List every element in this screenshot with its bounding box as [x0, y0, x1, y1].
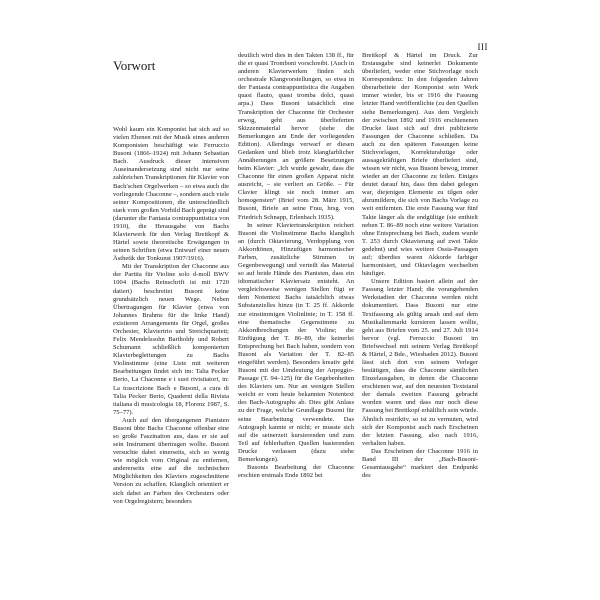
- paragraph: Unsere Edition basiert allein auf der Fassung letzter Hand; die vorangehenden Werkstadien der Chaconne werden nicht dokumentiert. Dass Busoni nur eine Textfassung als gültig ansah und auf dem Musikalienmarkt kursieren lassen wollte, geht aus Briefen vom 25. und 27. Juli 1914 hervor (vgl. Ferruccio Busoni im Briefwechsel mit seinem Verlag Breitkopf & Härtel, 2 Bde., Wiesbaden 2012). Busoni lässt sich dort von seinem Verleger bestätigen, dass die Chaconne sämtlichen Einzelausgaben, in denen die Chaconne erschienen war, auf den neuesten Textstand der damals zweiten Fassung gebracht worden waren und dass nur noch diese Fassung bei Breitkopf erhältlich sein würde. Ähnlich restriktiv, so ist zu vermuten, wird sich der Komponist auch nach Erscheinen der letzten Fassung, also nach 1916, verhalten haben.: [362, 278, 478, 447]
- paragraph: Mit der Transkription der Chaconne aus der Partita für Violine solo d-moll BWV 1004 (Bachs Reinschrift ist mit 1720 datiert) beschreitet Busoni keine grundsätzlich neuen Wege. Neben Übertragungen für Klavier (etwa von Johannes Brahms für die linke Hand) existieren Arrangements für Orgel, großes Orchester, Klaviertrio und Streichquartett; Felix Mendelssohn Bartholdy und Robert Schumann schließlich komponierten Klavierbegleitungen zu Bachs Violinstimme (eine Liste mit weiteren Bearbeitungen findet sich im: Talia Pecker Berio, La Chaconne e i suoi rivisitatori, in: La trascrizione Bach e Busoni, a cura di Talia Pecker Berio, Quaderni della Rivista italiana di musicologia 18, Florenz 1987, S. 75–77).: [113, 263, 229, 416]
- page-number: III: [477, 42, 488, 52]
- paragraph: deutlich wird dies in den Takten 138 ff., für die er quasi Tromboni vorschreibt. (Auch in anderen Klavierwerken finden sich orchestrale Klangvorstellungen, so etwa in der Fantasia contrappuntistica die Angaben quasi flauto, quasi tromba dolci, quasi arpa.) Dass Busoni tatsächlich eine Transkription der Chaconne für Orchester erwog, geht aus überlieferten Skizzenmaterial hervor (siehe die Bemerkungen am Ende der vorliegenden Edition). Allerdings verwarf er diesen Gedanken und blieb trotz klangfarblicher Annäherungen an größere Besetzungen beim Klavier: „Ich wurde gewahr, dass die Chaconne für einen großen Apparat nicht ausreicht, – sie verliert an Größe. – Für Clavier klingt sie noch immer am homogensten“ (Brief vom 28. März 1915, Busoni, Briefe an seine Frau, hrsg. von Friedrich Schnapp, Erlenbach 1935).: [238, 52, 354, 221]
- paragraph: Auch auf den übergangenen Pianisten Busoni übte Bachs Chaconne offenbar eine so große Faszination aus, dass er sie auf sein Instrument übertragen wollte. Busoni versuchte dabei einerseits, sich so wenig wie möglich vom Original zu entfernen, andererseits eine auf die technischen Möglichkeiten des Klaviers zugeschnittene Version zu schaffen. Klanglich orientiert er sich dabei an Farben des Orchesters oder von Orgelregistern; besonders: [113, 416, 229, 505]
- text-column-2: [238, 52, 354, 480]
- page-title: Vorwort: [113, 58, 156, 73]
- paragraph: Das Erscheinen der Chaconne 1916 in Band III der „Bach-Busoni-Gesamtausgabe“ markiert den Endpunkt des: [362, 447, 478, 480]
- text-column-1: [113, 126, 229, 506]
- paragraph: Wohl kaum ein Komponist hat sich auf so vielen Ebenen mit der Musik eines anderen Komponisten beschäftigt wie Ferruccio Busoni (1866–1924) mit Johann Sebastian Bach. Ausdruck dieser intensiven Auseinandersetzung sind nicht nur seine zahlreichen Transkriptionen für Klavier von Bach'schen Orgelwerken – so etwa auch die vorliegende Chaconne –, sondern auch viele seiner Kompositionen, die unterschiedlich stark vom großen Vorbild Bach geprägt sind (darunter die Fantasia contrappuntistica von 1910), die Herausgabe von Bachs Klavierwerk für den Verlag Breitkopf & Härtel sowie theoretische Erwägungen in seinen Schriften (etwa Entwurf einer neuen Ästhetik der Tonkunst 1907/1916).: [113, 126, 229, 263]
- text-column-3: [362, 52, 478, 480]
- paragraph: Busonis Bearbeitung der Chaconne erschien erstmals Ende 1892 bei: [238, 463, 354, 480]
- paragraph: In seiner Klaviertranskription reichert Busoni die Violinstimme Bachs klanglich an (durch Oktavierung, Verdopplung von Akkordtönen, Hinzufügen harmonischer Farben, zusätzliche Stimmen in Gegenbewegung) und verteilt das Material so auf beide Hände des Pianisten, dass ein idiomatischer Klaviersatz entsteht. An vergleichsweise wenigen Stellen fügt er dem Notentext Bachs tatsächlich etwas Substanzielles hinzu (in T. 25 ff. Akkorde zur einstimmigen Violinlinie; in T. 158 ff. eine thematische Gegenstimme zu Akkordbrechungen der Violine; die Einfügung der T. 86–89, die keinerlei Entsprechung bei Bach haben, sondern von Busoni als Variation der T. 82–85 eingeführt werden). Besonders kreativ geht Busoni mit der Umdeutung der Arpeggio-Passage (T. 94–125) für die Gegebenheiten des Klaviers um. Nur an wenigen Stellen weicht er vom heute bekannten Notentext des Bach-Autographs ab. Dies gibt Anlass zu der Frage, welche Grundlage Busoni für seine Bearbeitung verwendete. Das Autograph kannte er nicht; er musste sich auf die seinerzeit kursierenden und zum Teil auf fehlerhaften Quellen basierenden Drucke verlassen (dazu siehe Bemerkungen).: [238, 221, 354, 463]
- paragraph: Breitkopf & Härtel im Druck. Zur Erstausgabe sind keinerlei Dokumente überliefert, weder eine Stichvorlage noch Korrespondenz. In den folgenden Jahren überarbeitete der Komponist sein Werk immer wieder, bis er 1916 die Fassung letzter Hand veröffentlichte (zu den Quellen siehe Bemerkungen). Aus dem Vergleich der zwischen 1892 und 1916 erschienenen Drucke lässt sich auf drei publizierte Fassungen der Chaconne schließen. Da auch zu den späteren Fassungen keine Stichvorlagen, Korrekturabzüge oder aussagekräftigen Briefe überliefert sind, wissen wir nicht, was Busoni bewog, immer wieder an der Chaconne zu feilen. Einiges deutet darauf hin, dass ihm dabei gelegen war, diejenigen Elemente zu tilgen oder abzumildern, die sich von Bachs Vorlage zu weit entfernten. Die erste Fassung war fünf Takte länger als die endgültige (sie enthielt neben T. 86–89 noch eine weitere Variation ohne Entsprechung bei Bach, zudem wurde T. 253 durch Oktavierung auf zwei Takte gedehnt) und wies weitere Ossia-Passagen auf; überdies waren Akkorde farbiger harmonisiert, und Oktavlagen wechselten häufiger.: [362, 52, 479, 278]
